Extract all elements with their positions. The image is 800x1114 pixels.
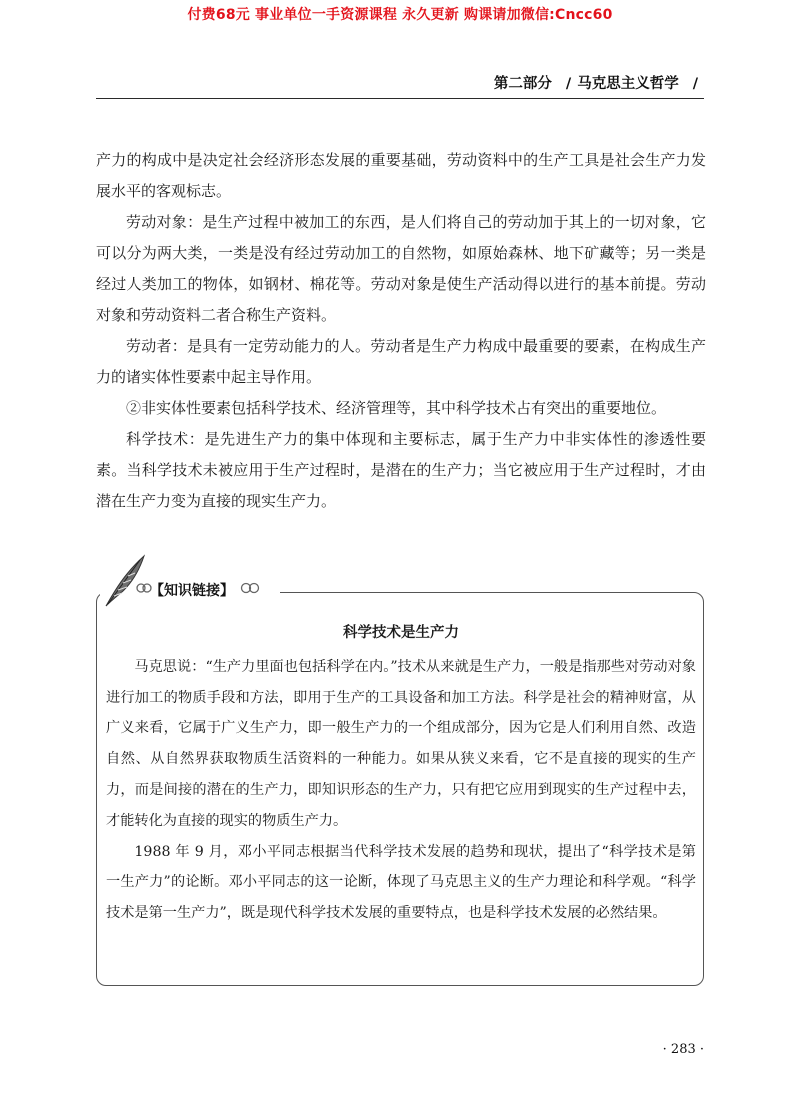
knowledge-content [106, 618, 696, 929]
knowledge-title: 科学技术是生产力 [343, 624, 459, 641]
body-paragraph: 科学技术：是先进生产力的集中体现和主要标志，属于生产力中非实体性的渗透性要素。当科学技术未被应用于生产过程时，是潜在的生产力；当它被应用于生产过程时，才由潜在生产力变为直接的现实生产力。 [96, 430, 706, 510]
header-section: 马克思主义哲学 [577, 76, 679, 92]
running-header [494, 72, 704, 93]
page-number: · 283 · [662, 1042, 704, 1057]
knowledge-box-header [100, 552, 280, 612]
body-paragraph: ②非实体性要素包括科学技术、经济管理等，其中科学技术占有突出的重要地位。 [126, 399, 667, 417]
knowledge-paragraph: 马克思说：“生产力里面也包括科学在内。”技术从来就是生产力，一般是指那些对劳动对象进行加工的物质手段和方法，即用于生产的工具设备和加工方法。科学是社会的精神财富，从广义来看，它属于广义生产力，即一般生产力的一个组成部分，因为它是人们利用自然、改造自然、从自然界获取物质生活资料的一种能力。如果从狭义来看，它不是直接的现实的生产力，而是间接的潜在的生产力，即知识形态的生产力，只有把它应用到现实的生产过程中去，才能转化为直接的现实的物质生产力。 [106, 658, 696, 829]
header-rule [96, 98, 704, 99]
knowledge-paragraph: 1988 年 9 月，邓小平同志根据当代科学技术发展的趋势和现状，提出了“科学技术是第一生产力”的论断。邓小平同志的这一论断，体现了马克思主义的生产力理论和科学观。“科学技术是第一生产力”，既是现代科学技术发展的重要特点，也是科学技术发展的必然结果。 [106, 843, 696, 922]
header-separator: / [565, 76, 572, 92]
chain-rings-icon [240, 582, 262, 594]
body-paragraph: 劳动对象：是生产过程中被加工的东西，是人们将自己的劳动加于其上的一切对象，它可以分为两大类，一类是没有经过劳动加工的自然物，如原始森林、地下矿藏等；另一类是经过人类加工的物体，如钢材、棉花等。劳动对象是使生产活动得以进行的基本前提。劳动对象和劳动资料二者合称生产资料。 [96, 213, 706, 324]
promo-banner: 付费68元 事业单位一手资源课程 永久更新 购课请加微信:Cncc60 [187, 7, 613, 23]
header-end-mark: / [692, 76, 698, 92]
body-text [96, 145, 706, 517]
header-part: 第二部分 [493, 76, 552, 92]
quill-feather-icon [100, 552, 148, 610]
body-paragraph: 产力的构成中是决定社会经济形态发展的重要基础，劳动资料中的生产工具是社会生产力发展水平的客观标志。 [96, 151, 706, 200]
body-paragraph: 劳动者：是具有一定劳动能力的人。劳动者是生产力构成中最重要的要素，在构成生产力的诸实体性要素中起主导作用。 [96, 337, 706, 386]
knowledge-link-label: 【知识链接】 [150, 583, 234, 599]
